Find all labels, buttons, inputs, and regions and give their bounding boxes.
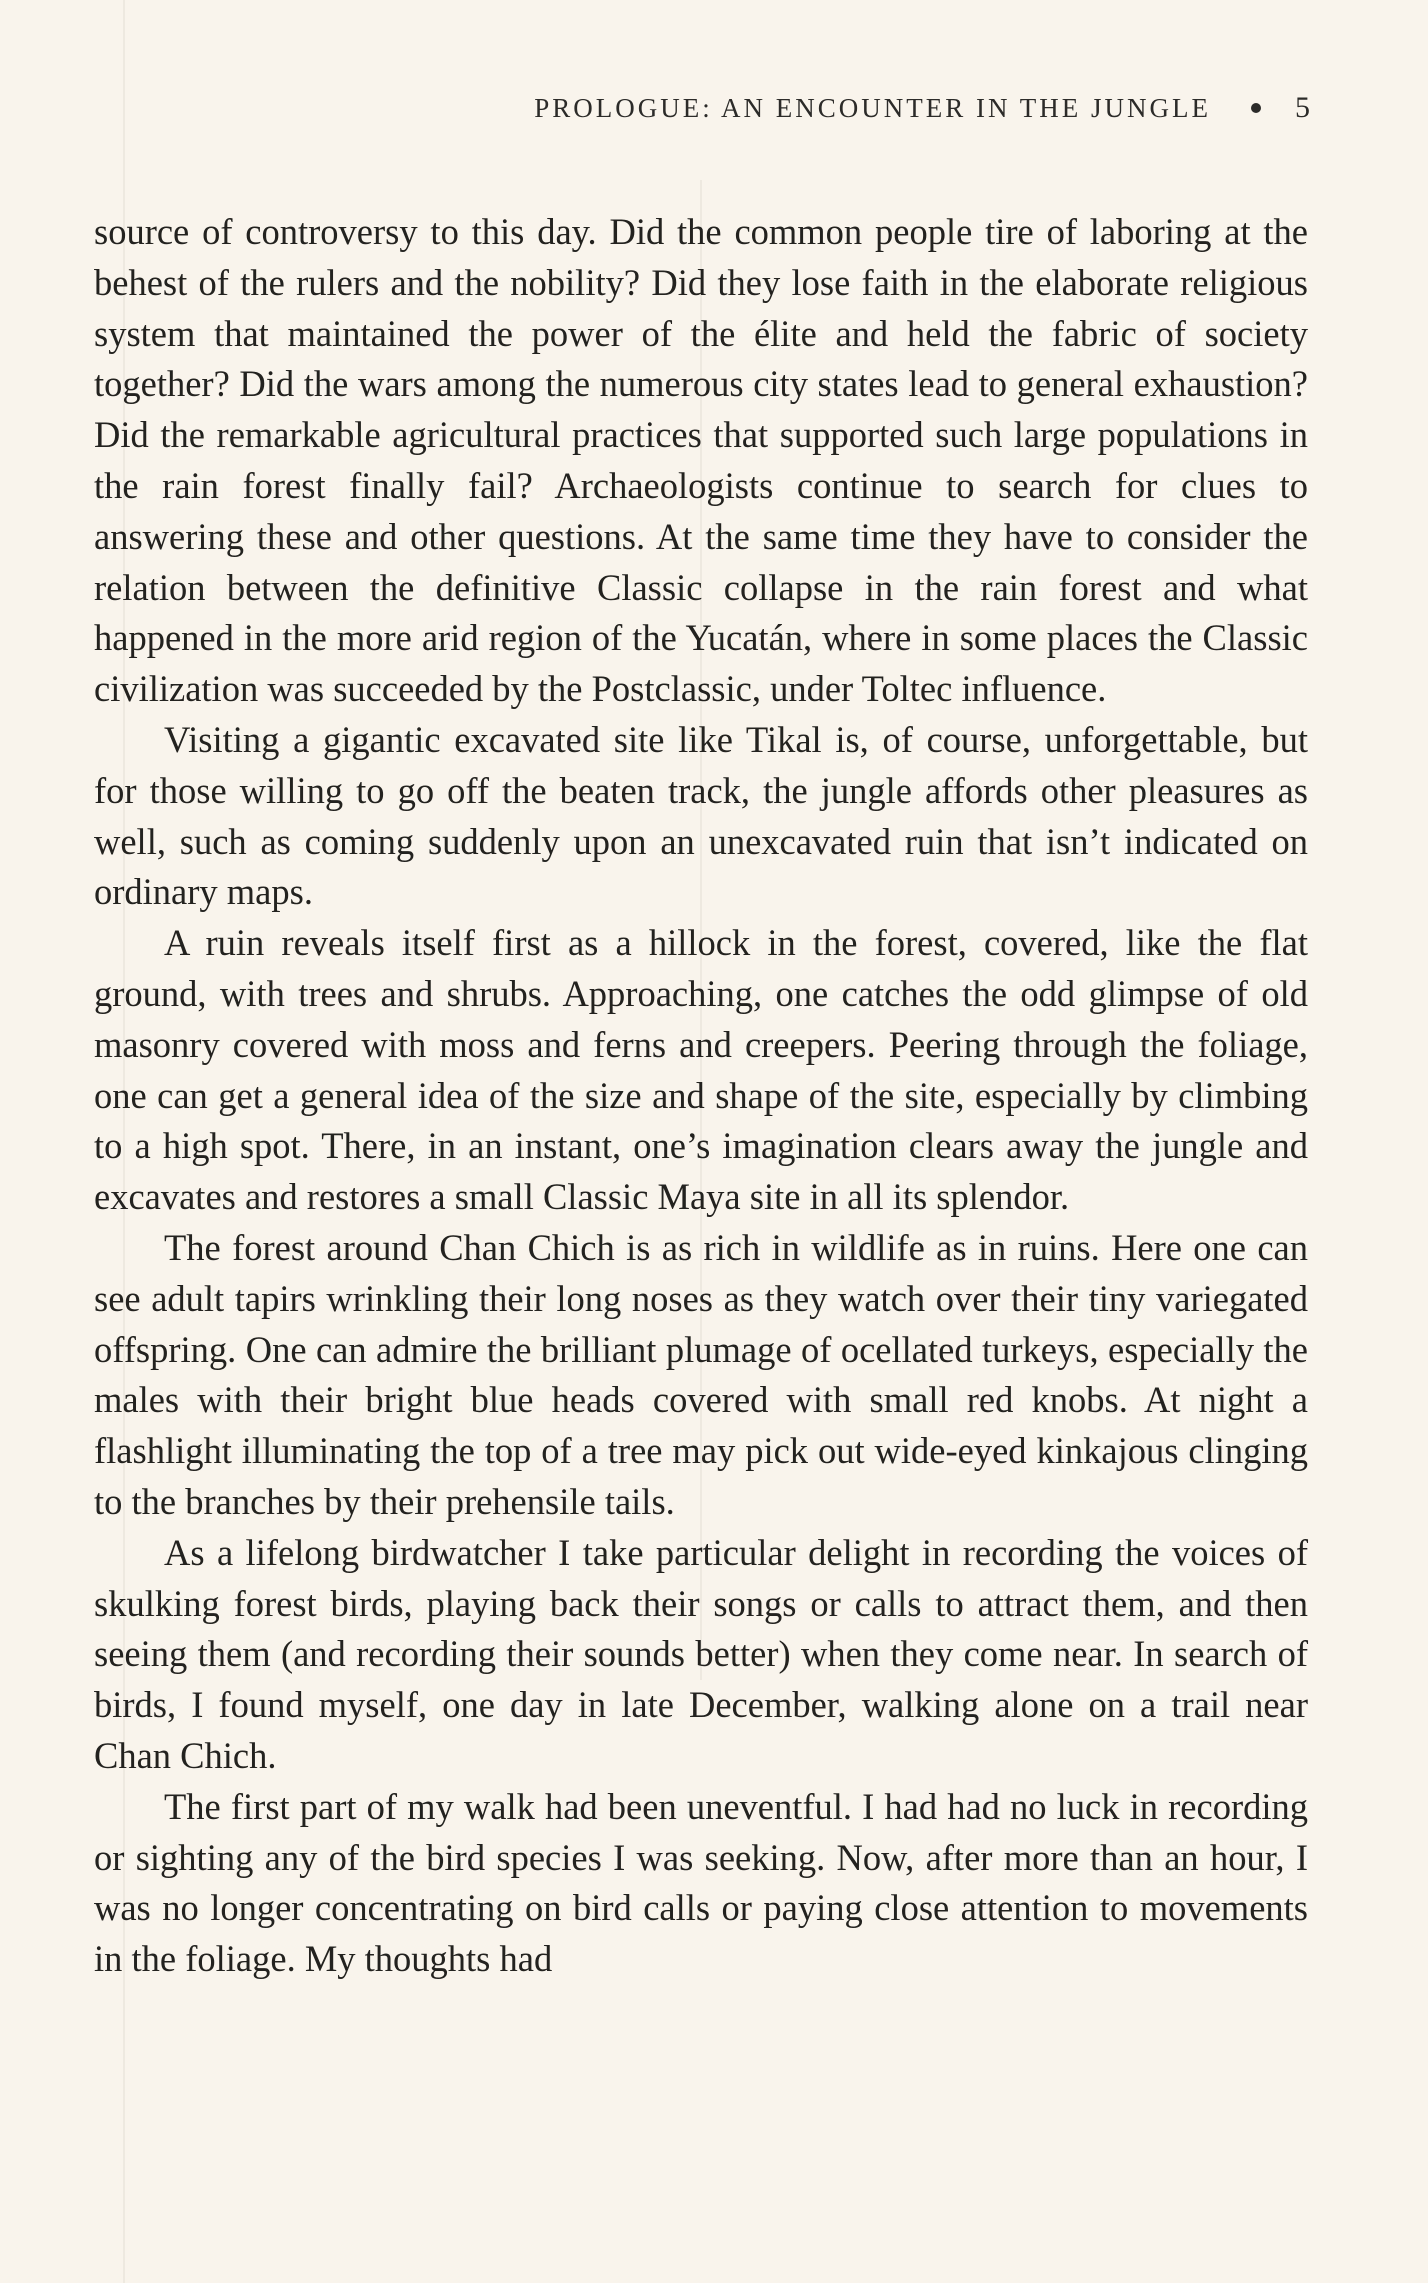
paragraph: The first part of my walk had been uneventful. I had had no luck in recording or sighting any of the bird species I was seeking. Now, after more than an hour, I was no longer concentrating on bird calls or paying close attention to movements in the foliage. My thoughts had [94,1785,1308,1980]
paragraph: Visiting a gigantic excavated site like Tikal is, of course, unforgettable, but for those willing to go off the beaten track, the jungle affords other pleasures as well, such as coming suddenly upon an unexcavated ruin that isn’t indicated on ordinary maps. [94,718,1308,913]
page-number: 5 [1295,91,1310,124]
paragraph: source of controversy to this day. Did the common people tire of laboring at the behest of the rulers and the nobility? Did they lose faith in the elaborate religious system that maintained the power of the élite and held the fabric of society together? Did the wars among the numerous city states lead to general exhaustion? Did the remarkable agricultural practices that supported such large populations in the rain forest finally fail? Archaeologists continue to search for clues to answering these and other questions. At the same time they have to consider the relation between the definitive Classic collapse in the rain forest and what happened in the more arid region of the Yucatán, where in some places the Classic civilization was succeeded by the Postclassic, under Toltec influence. [94,211,1308,710]
running-title: PROLOGUE: AN ENCOUNTER IN THE JUNGLE [534,92,1211,123]
paragraph: As a lifelong birdwatcher I take particular delight in recording the voices of skulking forest birds, playing back their songs or calls to attract them, and then seeing them (and recording their sounds better) when they come near. In search of birds, I found myself, one day in late December, walking alone on a trail near Chan Chich. [94,1531,1308,1776]
body-text [94,207,1308,1985]
running-header [340,86,1310,130]
paragraph: A ruin reveals itself first as a hillock in the forest, covered, like the flat ground, with trees and shrubs. Approaching, one catches the odd glimpse of old masonry covered with moss and ferns and creepers. Peering through the foliage, one can get a general idea of the size and shape of the site, especially by climbing to a high spot. There, in an instant, one’s imagination clears away the jungle and excavates and restores a small Classic Maya site in all its splendor. [94,922,1308,1218]
paragraph: The forest around Chan Chich is as rich in wildlife as in ruins. Here one can see adult tapirs wrinkling their long noses as they watch over their tiny variegated offspring. One can admire the brilliant plumage of ocellated turkeys, especially the males with their bright blue heads covered with small red knobs. At night a flashlight illuminating the top of a tree may pick out wide-eyed kinkajous clinging to the branches by their prehensile tails. [94,1226,1308,1522]
bullet-icon [1251,103,1261,113]
